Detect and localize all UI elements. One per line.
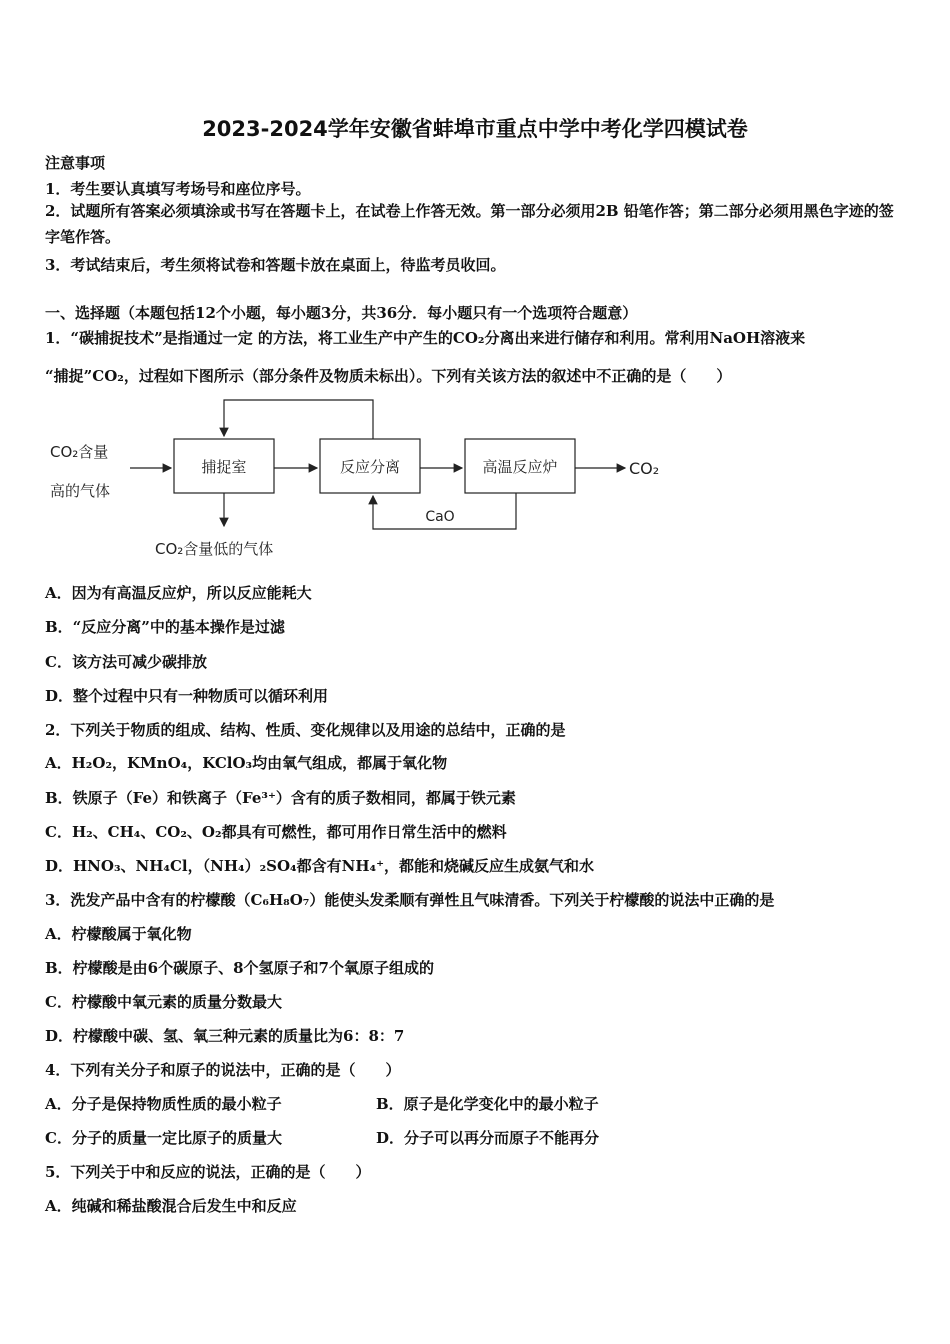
q1-option-c: C．该方法可减少碳排放 xyxy=(45,653,207,671)
q2-stem: 2．下列关于物质的组成、结构、性质、变化规律以及用途的总结中，正确的是 xyxy=(45,721,566,739)
q4-option-a: A．分子是保持物质性质的最小粒子 xyxy=(45,1095,282,1113)
capture-chamber-label: 捕捉室 xyxy=(201,458,247,476)
q1-option-a: A．因为有高温反应炉，所以反应能耗大 xyxy=(45,584,312,602)
page-title: 2023-2024学年安徽省蚌埠市重点中学中考化学四模试卷 xyxy=(202,117,748,141)
q3-option-d: D．柠檬酸中碳、氢、氧三种元素的质量比为6：8：7 xyxy=(45,1027,405,1045)
q1-stem-line2: “捕捉”CO₂，过程如下图所示（部分条件及物质未标出）。下列有关该方法的叙述中不正确的是（ ） xyxy=(45,367,732,385)
notice-item-3: 3．考试结束后，考生须将试卷和答题卡放在桌面上，待监考员收回。 xyxy=(45,256,506,274)
q4-option-b: B．原子是化学变化中的最小粒子 xyxy=(376,1095,599,1113)
q1-option-d: D．整个过程中只有一种物质可以循环利用 xyxy=(45,687,329,705)
q4-stem: 4．下列有关分子和原子的说法中，正确的是（ ） xyxy=(45,1061,401,1079)
notice-item-1: 1．考生要认真填写考场号和座位序号。 xyxy=(45,180,311,198)
q4-option-c: C．分子的质量一定比原子的质量大 xyxy=(45,1129,282,1147)
cao-label: CaO xyxy=(425,509,455,525)
output-co2-label: CO₂ xyxy=(629,459,660,478)
notice-item-2: 2．试题所有答案必须填涂或书写在答题卡上，在试卷上作答无效。第一部分必须用2B 铅笔作答；第二部分必须用黑色字迹的签字笔作答。 xyxy=(45,202,894,246)
input-gas-label-1: CO₂含量 xyxy=(50,443,109,461)
q3-option-b: B．柠檬酸是由6个碳原子、8个氢原子和7个氧原子组成的 xyxy=(45,959,434,977)
section-heading: 一、选择题（本题包括12个小题，每小题3分，共36分．每小题只有一个选项符合题意） xyxy=(45,304,638,322)
q4-option-d: D．分子可以再分而原子不能再分 xyxy=(376,1129,600,1147)
furnace-label: 高温反应炉 xyxy=(482,458,558,476)
q2-option-a: A．H₂O₂，KMnO₄，KClO₃均由氧气组成，都属于氧化物 xyxy=(45,754,448,772)
q3-option-c: C．柠檬酸中氧元素的质量分数最大 xyxy=(45,993,282,1011)
q5-option-a: A．纯碱和稀盐酸混合后发生中和反应 xyxy=(45,1197,297,1215)
exhaust-gas-label: CO₂含量低的气体 xyxy=(155,540,274,558)
notice-heading: 注意事项 xyxy=(45,154,106,172)
q1-option-b: B．“反应分离”中的基本操作是过滤 xyxy=(45,618,285,636)
q2-option-b: B．铁原子（Fe）和铁离子（Fe³⁺）含有的质子数相同，都属于铁元素 xyxy=(45,789,516,807)
co2-capture-flow-diagram xyxy=(45,392,685,572)
q3-option-a: A．柠檬酸属于氧化物 xyxy=(45,925,192,943)
recycle-loop-top xyxy=(224,400,373,439)
input-gas-label-2: 高的气体 xyxy=(50,482,111,500)
reaction-separation-label: 反应分离 xyxy=(339,458,401,476)
q1-stem-line1: 1．“碳捕捉技术”是指通过一定 的方法，将工业生产中产生的CO₂分离出来进行储存和利用。常利用NaOH溶液来 xyxy=(45,329,806,347)
q3-stem: 3．洗发产品中含有的柠檬酸（C₆H₈O₇）能使头发柔顺有弹性且气味清香。下列关于柠檬酸的说法中正确的是 xyxy=(45,891,775,909)
q5-stem: 5．下列关于中和反应的说法，正确的是（ ） xyxy=(45,1163,371,1181)
q2-option-d: D．HNO₃、NH₄Cl，（NH₄）₂SO₄都含有NH₄⁺，都能和烧碱反应生成氨气和水 xyxy=(45,857,594,875)
q2-option-c: C．H₂、CH₄、CO₂、O₂都具有可燃性，都可用作日常生活中的燃料 xyxy=(45,823,507,841)
